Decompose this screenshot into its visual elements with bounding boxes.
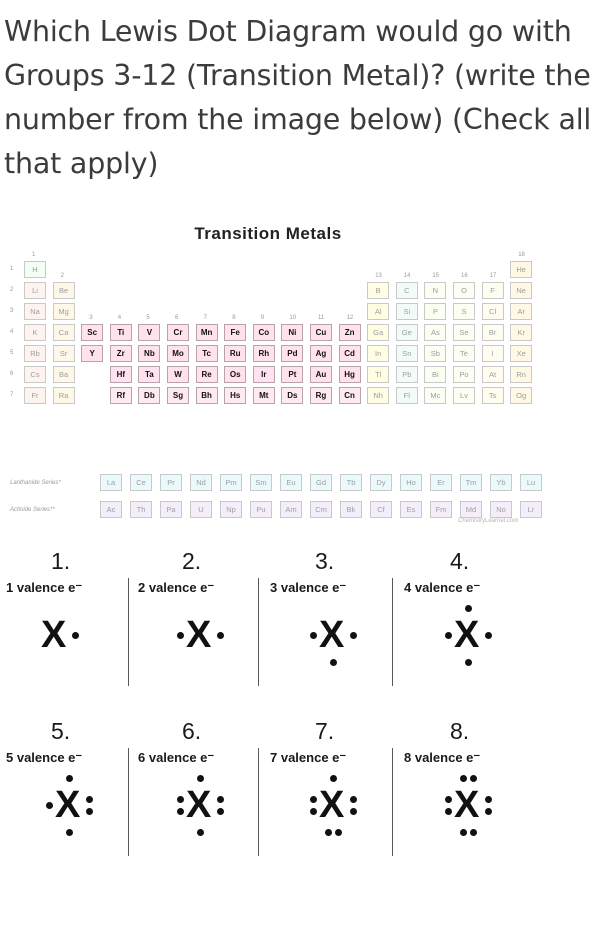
valence-electron-dot bbox=[66, 775, 73, 782]
element-Hs: Hs bbox=[224, 387, 246, 404]
valence-electron-dot bbox=[72, 632, 79, 639]
group-number: 18 bbox=[518, 252, 525, 258]
valence-electron-dot bbox=[465, 605, 472, 612]
group-number: 10 bbox=[289, 315, 297, 321]
element-La: La bbox=[100, 474, 122, 491]
valence-electron-dot bbox=[66, 829, 73, 836]
element-Au: Au bbox=[310, 366, 332, 383]
lanthanide-series-label: Lanthanide Series* bbox=[10, 480, 61, 486]
element-Os: Os bbox=[224, 366, 246, 383]
valence-label: 8 valence e⁻ bbox=[404, 750, 481, 765]
period-number: 1 bbox=[10, 266, 14, 272]
period-number: 3 bbox=[10, 308, 14, 314]
valence-label: 4 valence e⁻ bbox=[404, 580, 481, 595]
element-Tb: Tb bbox=[340, 474, 362, 491]
element-Ni: Ni bbox=[281, 324, 303, 341]
element-Bi: Bi bbox=[424, 366, 446, 383]
element-Cu: Cu bbox=[310, 324, 332, 341]
divider bbox=[128, 578, 129, 686]
period-number: 5 bbox=[10, 350, 14, 356]
element-Bk: Bk bbox=[340, 501, 362, 518]
element-N: N bbox=[424, 282, 446, 299]
element-Eu: Eu bbox=[280, 474, 302, 491]
element-Th: Th bbox=[130, 501, 152, 518]
element-No: No bbox=[490, 501, 512, 518]
element-Mn: Mn bbox=[196, 324, 218, 341]
element-symbol: X bbox=[454, 614, 480, 656]
element-Rn: Rn bbox=[510, 366, 532, 383]
valence-electron-dot bbox=[350, 808, 357, 815]
element-Fm: Fm bbox=[430, 501, 452, 518]
valence-label: 7 valence e⁻ bbox=[270, 750, 347, 765]
element-Br: Br bbox=[482, 324, 504, 341]
element-Ca: Ca bbox=[53, 324, 75, 341]
group-number: 17 bbox=[489, 273, 497, 279]
period-number: 6 bbox=[10, 371, 14, 377]
element-Ir: Ir bbox=[253, 366, 275, 383]
group-number: 14 bbox=[403, 273, 411, 279]
element-Ag: Ag bbox=[310, 345, 332, 362]
element-Co: Co bbox=[253, 324, 275, 341]
group-number: 3 bbox=[89, 315, 93, 321]
element-U: U bbox=[190, 501, 212, 518]
group-number: 9 bbox=[260, 315, 265, 321]
valence-electron-dot bbox=[197, 829, 204, 836]
element-Al: Al bbox=[367, 303, 389, 320]
diagram-number: 2. bbox=[182, 548, 202, 574]
element-Cn: Cn bbox=[339, 387, 361, 404]
element-B: B bbox=[367, 282, 389, 299]
element-Kr: Kr bbox=[510, 324, 532, 341]
element-symbol: X bbox=[55, 784, 81, 826]
valence-electron-dot bbox=[310, 796, 317, 803]
element-Pd: Pd bbox=[281, 345, 303, 362]
element-Sg: Sg bbox=[167, 387, 189, 404]
group-number: 4 bbox=[117, 315, 122, 321]
periodic-table-image bbox=[0, 222, 606, 522]
element-symbol: X bbox=[454, 784, 480, 826]
element-Sm: Sm bbox=[250, 474, 272, 491]
element-Rf: Rf bbox=[110, 387, 132, 404]
valence-electron-dot bbox=[177, 796, 184, 803]
element-Ta: Ta bbox=[138, 366, 160, 383]
element-Sb: Sb bbox=[424, 345, 446, 362]
group-number: 1 bbox=[32, 252, 36, 258]
element-Ba: Ba bbox=[53, 366, 75, 383]
element-Nh: Nh bbox=[367, 387, 389, 404]
element-Rh: Rh bbox=[253, 345, 275, 362]
element-Pb: Pb bbox=[396, 366, 418, 383]
element-Ne: Ne bbox=[510, 282, 532, 299]
valence-electron-dot bbox=[465, 659, 472, 666]
element-S: S bbox=[453, 303, 475, 320]
element-symbol: X bbox=[186, 614, 212, 656]
element-Tc: Tc bbox=[196, 345, 218, 362]
element-Gd: Gd bbox=[310, 474, 332, 491]
element-O: O bbox=[453, 282, 475, 299]
element-Fe: Fe bbox=[224, 324, 246, 341]
element-Cs: Cs bbox=[24, 366, 46, 383]
element-I: I bbox=[482, 345, 504, 362]
element-Ho: Ho bbox=[400, 474, 422, 491]
diagram-number: 5. bbox=[51, 718, 71, 744]
element-symbol: X bbox=[186, 784, 212, 826]
element-Db: Db bbox=[138, 387, 160, 404]
element-Tl: Tl bbox=[367, 366, 389, 383]
element-Nd: Nd bbox=[190, 474, 212, 491]
element-Pa: Pa bbox=[160, 501, 182, 518]
valence-electron-dot bbox=[460, 775, 467, 782]
element-Md: Md bbox=[460, 501, 482, 518]
element-Sc: Sc bbox=[81, 324, 103, 341]
group-number: 7 bbox=[203, 315, 207, 321]
element-Ru: Ru bbox=[224, 345, 246, 362]
element-Ds: Ds bbox=[281, 387, 303, 404]
group-number: 15 bbox=[432, 273, 440, 279]
divider bbox=[258, 748, 259, 856]
element-Dy: Dy bbox=[370, 474, 392, 491]
group-number: 16 bbox=[461, 273, 468, 279]
element-Hg: Hg bbox=[339, 366, 361, 383]
element-Nb: Nb bbox=[138, 345, 160, 362]
element-Be: Be bbox=[53, 282, 75, 299]
group-number: 13 bbox=[375, 273, 382, 279]
element-Ra: Ra bbox=[53, 387, 75, 404]
element-Si: Si bbox=[396, 303, 418, 320]
element-Cl: Cl bbox=[482, 303, 504, 320]
diagram-number: 4. bbox=[450, 548, 470, 574]
group-number: 6 bbox=[175, 315, 179, 321]
element-symbol: X bbox=[41, 614, 67, 656]
element-V: V bbox=[138, 324, 160, 341]
valence-label: 5 valence e⁻ bbox=[6, 750, 83, 765]
valence-electron-dot bbox=[197, 775, 204, 782]
element-symbol: X bbox=[319, 784, 345, 826]
valence-label: 2 valence e⁻ bbox=[138, 580, 215, 595]
element-Rb: Rb bbox=[24, 345, 46, 362]
element-Og: Og bbox=[510, 387, 532, 404]
element-Pm: Pm bbox=[220, 474, 242, 491]
element-Mt: Mt bbox=[253, 387, 275, 404]
element-Lu: Lu bbox=[520, 474, 542, 491]
period-number: 2 bbox=[10, 287, 14, 293]
valence-electron-dot bbox=[325, 829, 332, 836]
valence-electron-dot bbox=[177, 808, 184, 815]
element-Am: Am bbox=[280, 501, 302, 518]
element-Mg: Mg bbox=[53, 303, 75, 320]
element-Li: Li bbox=[24, 282, 46, 299]
element-P: P bbox=[424, 303, 446, 320]
element-Po: Po bbox=[453, 366, 475, 383]
element-F: F bbox=[482, 282, 504, 299]
valence-label: 3 valence e⁻ bbox=[270, 580, 347, 595]
valence-electron-dot bbox=[310, 632, 317, 639]
element-Fr: Fr bbox=[24, 387, 46, 404]
valence-electron-dot bbox=[330, 659, 337, 666]
valence-label: 1 valence e⁻ bbox=[6, 580, 83, 595]
diagram-number: 3. bbox=[315, 548, 335, 574]
element-Xe: Xe bbox=[510, 345, 532, 362]
element-Pu: Pu bbox=[250, 501, 272, 518]
valence-electron-dot bbox=[445, 808, 452, 815]
divider bbox=[128, 748, 129, 856]
image-credit: ChemistryLearner.com bbox=[458, 518, 519, 524]
group-number: 12 bbox=[346, 315, 354, 321]
valence-electron-dot bbox=[310, 808, 317, 815]
valence-electron-dot bbox=[217, 632, 224, 639]
period-number: 7 bbox=[10, 392, 14, 398]
element-Es: Es bbox=[400, 501, 422, 518]
element-Cf: Cf bbox=[370, 501, 392, 518]
diagram-number: 6. bbox=[182, 718, 202, 744]
element-Cr: Cr bbox=[167, 324, 189, 341]
element-He: He bbox=[510, 261, 532, 278]
valence-electron-dot bbox=[470, 775, 477, 782]
element-Mc: Mc bbox=[424, 387, 446, 404]
element-C: C bbox=[396, 282, 418, 299]
element-Yb: Yb bbox=[490, 474, 512, 491]
valence-electron-dot bbox=[350, 796, 357, 803]
valence-electron-dot bbox=[350, 632, 357, 639]
group-number: 8 bbox=[232, 315, 236, 321]
valence-electron-dot bbox=[217, 796, 224, 803]
element-Ga: Ga bbox=[367, 324, 389, 341]
valence-electron-dot bbox=[217, 808, 224, 815]
element-Y: Y bbox=[81, 345, 103, 362]
element-Lv: Lv bbox=[453, 387, 475, 404]
element-In: In bbox=[367, 345, 389, 362]
valence-label: 6 valence e⁻ bbox=[138, 750, 215, 765]
valence-electron-dot bbox=[460, 829, 467, 836]
element-Pr: Pr bbox=[160, 474, 182, 491]
element-Cd: Cd bbox=[339, 345, 361, 362]
diagram-number: 1. bbox=[51, 548, 71, 574]
valence-electron-dot bbox=[485, 808, 492, 815]
divider bbox=[392, 748, 393, 856]
element-Np: Np bbox=[220, 501, 242, 518]
element-Fl: Fl bbox=[396, 387, 418, 404]
divider bbox=[392, 578, 393, 686]
element-Mo: Mo bbox=[167, 345, 189, 362]
element-Lr: Lr bbox=[520, 501, 542, 518]
element-Cm: Cm bbox=[310, 501, 332, 518]
element-Hf: Hf bbox=[110, 366, 132, 383]
element-Sr: Sr bbox=[53, 345, 75, 362]
valence-electron-dot bbox=[445, 632, 452, 639]
element-Zn: Zn bbox=[339, 324, 361, 341]
element-As: As bbox=[424, 324, 446, 341]
divider bbox=[258, 578, 259, 686]
element-Zr: Zr bbox=[110, 345, 132, 362]
element-H: H bbox=[24, 261, 46, 278]
valence-electron-dot bbox=[485, 632, 492, 639]
valence-electron-dot bbox=[177, 632, 184, 639]
element-Ti: Ti bbox=[110, 324, 132, 341]
element-Er: Er bbox=[430, 474, 452, 491]
element-Bh: Bh bbox=[196, 387, 218, 404]
element-Ge: Ge bbox=[396, 324, 418, 341]
element-W: W bbox=[167, 366, 189, 383]
valence-electron-dot bbox=[86, 808, 93, 815]
diagram-number: 7. bbox=[315, 718, 335, 744]
element-symbol: X bbox=[319, 614, 345, 656]
valence-electron-dot bbox=[445, 796, 452, 803]
group-number: 11 bbox=[318, 315, 325, 321]
element-Sn: Sn bbox=[396, 345, 418, 362]
element-Ce: Ce bbox=[130, 474, 152, 491]
period-number: 4 bbox=[10, 329, 14, 335]
valence-electron-dot bbox=[485, 796, 492, 803]
element-Ar: Ar bbox=[510, 303, 532, 320]
group-number: 5 bbox=[146, 315, 150, 321]
element-Pt: Pt bbox=[281, 366, 303, 383]
element-Rg: Rg bbox=[310, 387, 332, 404]
element-Ac: Ac bbox=[100, 501, 122, 518]
group-number: 2 bbox=[60, 273, 64, 279]
element-Se: Se bbox=[453, 324, 475, 341]
periodic-table-title: Transition Metals bbox=[194, 224, 342, 243]
element-K: K bbox=[24, 324, 46, 341]
valence-electron-dot bbox=[470, 829, 477, 836]
question-text: Which Lewis Dot Diagram would go with Groups 3-12 (Transition Metal)? (write the number from the image below) (Check all that apply) bbox=[4, 15, 592, 180]
valence-electron-dot bbox=[86, 796, 93, 803]
element-At: At bbox=[482, 366, 504, 383]
element-Re: Re bbox=[196, 366, 218, 383]
element-Ts: Ts bbox=[482, 387, 504, 404]
element-Tm: Tm bbox=[460, 474, 482, 491]
element-Te: Te bbox=[453, 345, 475, 362]
actinide-series-label: Actinide Series** bbox=[10, 507, 55, 513]
valence-electron-dot bbox=[46, 802, 53, 809]
valence-electron-dot bbox=[330, 775, 337, 782]
element-Na: Na bbox=[24, 303, 46, 320]
diagram-number: 8. bbox=[450, 718, 470, 744]
valence-electron-dot bbox=[335, 829, 342, 836]
